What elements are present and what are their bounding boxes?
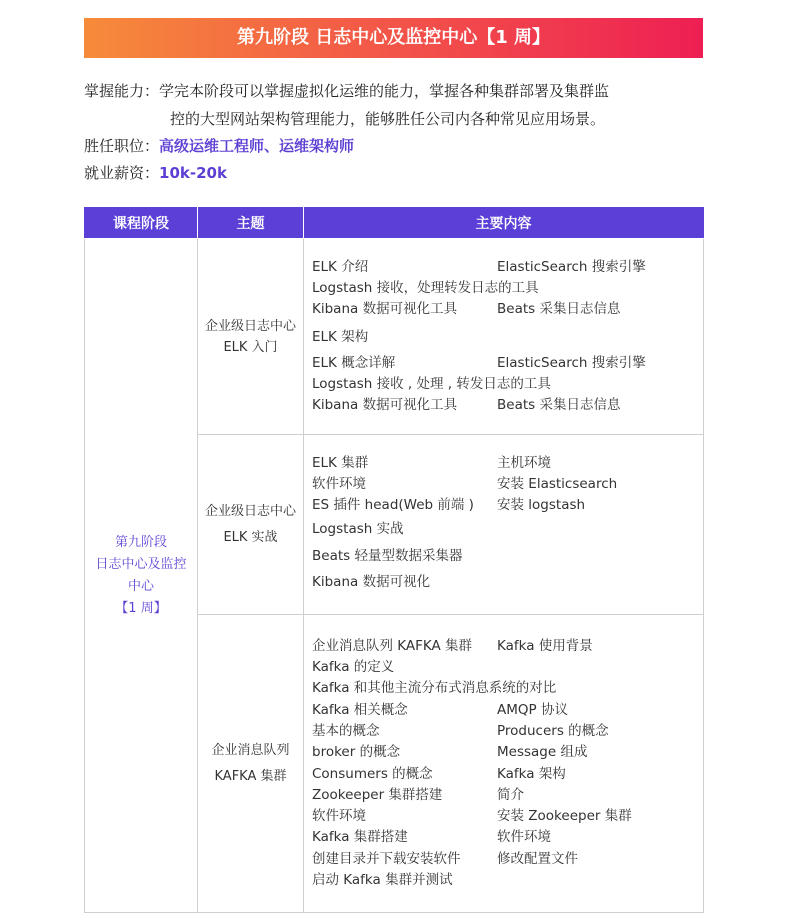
list-item: Logstash 接收 , 处理 , 转发日志的工具 — [312, 375, 551, 392]
position-value: 高级运维工程师、运维架构师 — [159, 137, 355, 155]
salary-label: 就业薪资： — [84, 164, 160, 182]
salary-row — [84, 162, 227, 183]
topic-cell — [198, 435, 304, 615]
list-item: 启动 Kafka 集群并测试 — [312, 871, 453, 888]
list-item: Kafka 集群搭建 — [312, 829, 408, 846]
list-item: AMQP 协议 — [497, 701, 568, 718]
list-item: ElasticSearch 搜索引擎 — [497, 354, 646, 371]
list-item: ELK 集群 — [312, 454, 369, 471]
ability-text-line1: 学完本阶段可以掌握虚拟化运维的能力，掌握各种集群部署及集群监 — [159, 82, 610, 100]
list-item: Beats 采集日志信息 — [497, 301, 621, 318]
list-item: Kafka 的定义 — [312, 659, 395, 676]
list-item: Beats 轻量型数据采集器 — [312, 548, 463, 565]
list-item: ElasticSearch 搜索引擎 — [497, 258, 646, 275]
course-table — [84, 207, 704, 913]
list-item: ES 插件 head(Web 前端 ) — [312, 497, 474, 514]
list-item: Kafka 和其他主流分布式消息系统的对比 — [312, 680, 557, 697]
ability-label: 掌握能力： — [84, 82, 160, 100]
list-item: Beats 采集日志信息 — [497, 397, 621, 414]
list-item: 企业消息队列 KAFKA 集群 — [312, 637, 473, 654]
header-topic: 主题 — [198, 207, 304, 239]
content-cell — [304, 615, 704, 913]
salary-value: 10k-20k — [159, 164, 227, 182]
list-item: Producers 的概念 — [497, 722, 609, 739]
list-item: 简介 — [497, 786, 524, 803]
topic-line: 企业级日志中心 — [204, 318, 296, 334]
stage-line: 中心 — [127, 578, 154, 594]
list-item: Kafka 相关概念 — [312, 701, 408, 718]
stage-line: 日志中心及监控 — [95, 556, 187, 572]
topic-line: ELK 实战 — [223, 529, 278, 545]
header-content: 主要内容 — [304, 207, 704, 239]
topic-cell — [198, 615, 304, 913]
list-item: Kafka 使用背景 — [497, 637, 593, 654]
list-item: 安装 Elasticsearch — [497, 475, 618, 492]
content-list — [312, 453, 703, 597]
content-list — [312, 636, 703, 892]
list-item: Zookeeper 集群搭建 — [312, 786, 443, 803]
header-stage: 课程阶段 — [85, 207, 198, 239]
topic-cell — [198, 239, 304, 435]
list-item: Logstash 实战 — [312, 521, 404, 538]
list-item: 软件环境 — [312, 475, 366, 492]
list-item: Kibana 数据可视化工具 — [312, 301, 458, 318]
topic-line: KAFKA 集群 — [214, 768, 287, 784]
list-item: 安装 Zookeeper 集群 — [497, 808, 632, 825]
list-item: 软件环境 — [497, 829, 551, 846]
content-list — [312, 257, 703, 417]
list-item: 基本的概念 — [312, 722, 380, 739]
table-row — [85, 239, 704, 435]
list-item: ELK 介绍 — [312, 258, 369, 275]
content-cell — [304, 239, 704, 435]
list-item: Consumers 的概念 — [312, 765, 433, 782]
stage-line: 【1 周】 — [115, 600, 167, 616]
stage-line: 第九阶段 — [114, 534, 167, 550]
list-item: 安装 logstash — [497, 497, 586, 514]
list-item: broker 的概念 — [312, 744, 401, 761]
topic-line: 企业级日志中心 — [204, 503, 296, 519]
list-item: 软件环境 — [312, 808, 366, 825]
list-item: 修改配置文件 — [497, 850, 578, 867]
stage-title-banner: 第九阶段 日志中心及监控中心【1 周】 — [84, 18, 703, 58]
list-item: Message 组成 — [497, 744, 588, 761]
list-item: 创建目录并下载安装软件 — [312, 850, 461, 867]
table-header-row — [85, 207, 704, 239]
list-item: ELK 架构 — [312, 328, 369, 345]
list-item: 主机环境 — [497, 454, 551, 471]
list-item: ELK 概念详解 — [312, 354, 396, 371]
topic-line: ELK 入门 — [223, 339, 278, 355]
list-item: Kafka 架构 — [497, 765, 566, 782]
ability-row — [84, 80, 609, 101]
list-item: Logstash 接收，处理转发日志的工具 — [312, 279, 539, 296]
list-item: Kibana 数据可视化工具 — [312, 397, 458, 414]
topic-line: 企业消息队列 — [211, 742, 290, 758]
content-cell — [304, 435, 704, 615]
stage-cell — [85, 239, 198, 913]
position-label: 胜任职位： — [84, 137, 160, 155]
ability-text-line2: 控的大型网站架构管理能力，能够胜任公司内各种常见应用场景。 — [170, 110, 606, 128]
position-row — [84, 135, 354, 156]
list-item: Kibana 数据可视化 — [312, 574, 431, 591]
